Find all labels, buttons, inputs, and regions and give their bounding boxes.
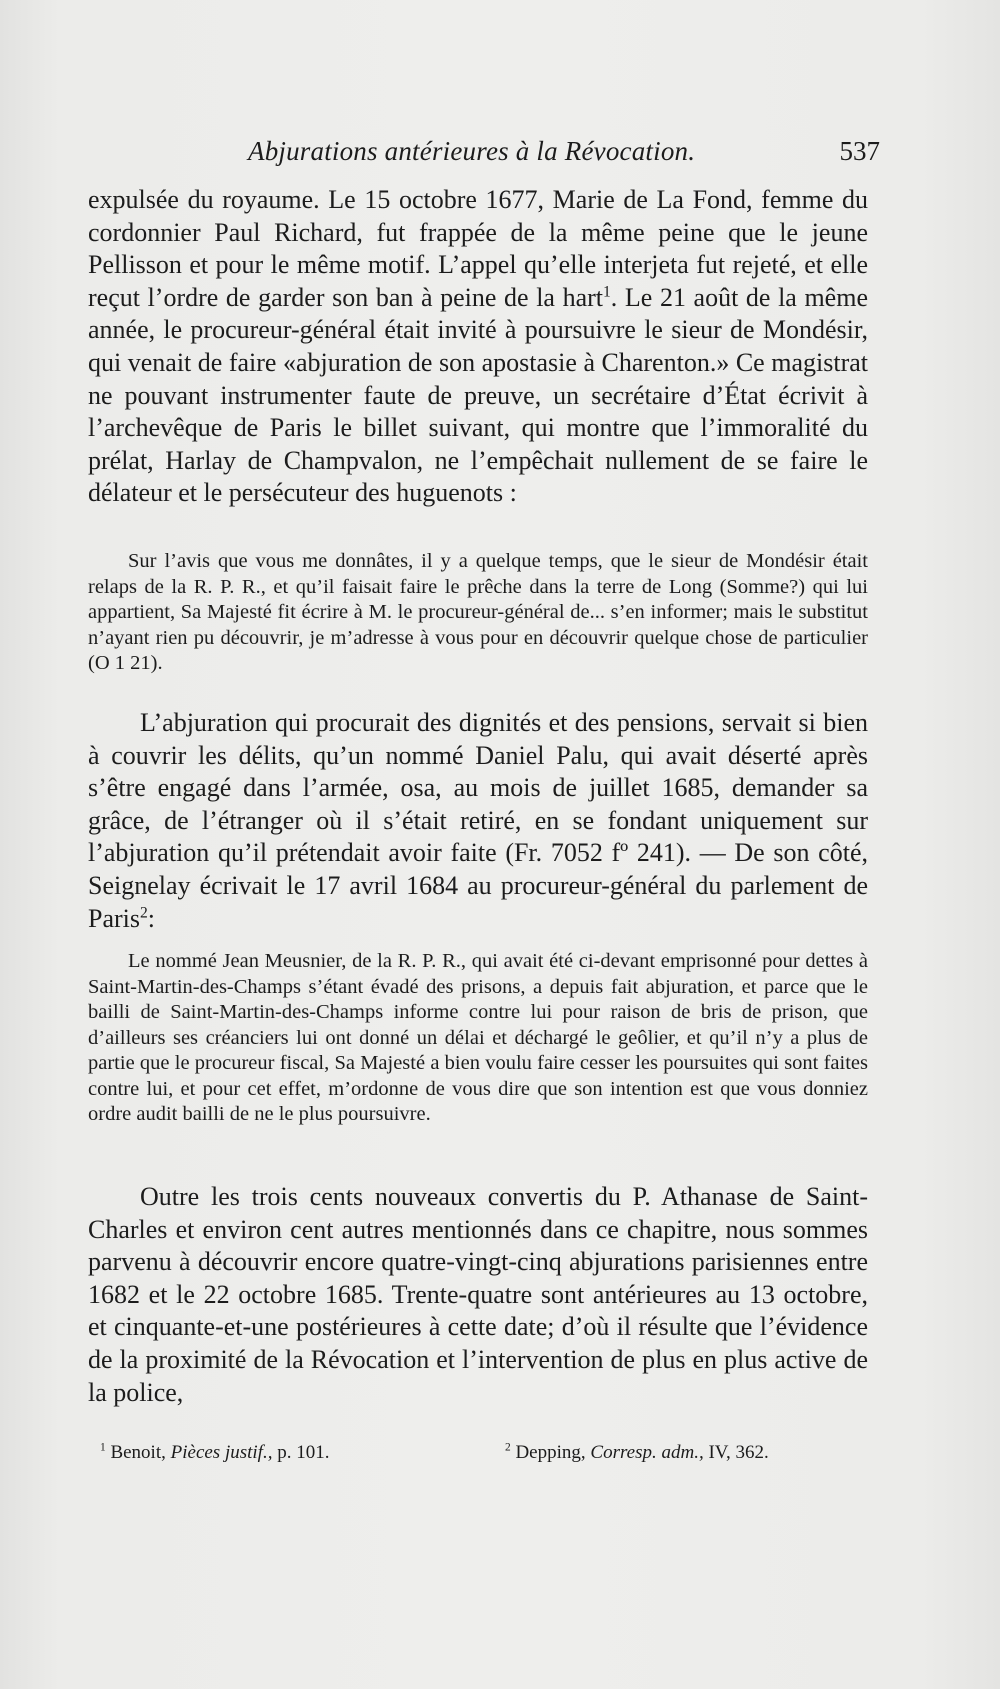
running-head <box>88 136 880 176</box>
paragraph-2-part-b: : <box>147 903 156 933</box>
paragraph-2-part-a: L’abjuration qui procurait des dignités et des pensions, servait si bien à couvrir les délits, qu’un nommé Daniel Palu, qui avait déserté après s’être engagé dans l’armée, osa, au mois de juillet 1685, demander sa grâce, de l’étranger où il s’était retiré, en se fondant uniquement sur l’abjuration qu’il prétendait avoir faite (Fr. 7052 fº 241). — De son côté, Seignelay écrivait le 17 avril 1684 au procureur-général du parlement de Paris <box>88 708 868 933</box>
quotation-2 <box>88 949 868 1128</box>
quotation-2-text: Le nommé Jean Meusnier, de la R. P. R., qui avait été ci-devant emprisonné pour dettes à Saint-Martin-des-Champs s’étant évadé des prisons, a depuis fait abjuration, et parce que le bailli de Saint-Martin-des-Champs informe contre lui pour raison de bris de prison, que d’ailleurs ses créanciers lui ont donné un délai et déchargé le geôlier, et qu’il n’y a plus de partie que le procureur fiscal, Sa Majesté a bien voulu faire cesser les poursuites qui sont faites contre lui, et pour cet effet, m’ordonne de vous dire que son intention est que vous donniez ordre audit bailli de ne le plus poursuivre. <box>88 950 868 1125</box>
footnote-2 <box>505 1441 769 1465</box>
footnote-1 <box>100 1441 329 1465</box>
paragraph-1-part-b: . Le 21 août de la même année, le procureur-général était invité à poursuivre le sieur de Mondésir, qui venait de faire «abjuration de son apostasie à Charenton.» Ce magistrat ne pouvant instrumenter faute de preuve, un secrétaire d’État écrivit à l’archevêque de Paris le billet suivant, qui montre que l’immoralité du prélat, Harlay de Champvalon, ne l’empêchait nullement de se faire le délateur et le persécuteur des huguenots : <box>88 282 868 508</box>
footnote-2-title: Corresp. adm., <box>590 1442 704 1463</box>
paragraph-1 <box>88 184 868 510</box>
paragraph-2 <box>88 707 868 935</box>
footnote-2-page: IV, 362. <box>708 1442 769 1463</box>
paragraph-3 <box>88 1181 868 1409</box>
paragraph-2-text <box>88 707 868 935</box>
footnote-1-title: Pièces justif., <box>170 1442 273 1463</box>
footnote-2-author: Depping, <box>515 1442 586 1463</box>
quotation-1 <box>88 549 868 677</box>
paragraph-1-text <box>88 184 868 510</box>
page-number: 537 <box>839 136 880 166</box>
paragraph-3-text: Outre les trois cents nouveaux convertis du P. Athanase de Saint-Charles et environ cent autres mentionnés dans ce chapitre, nous sommes parvenu à découvrir encore quatre-vingt-cinq abjurations parisiennes entre 1682 et le 22 octobre 1685. Trente-quatre sont antérieures au 13 octobre, et cinquante-et-une postérieures à cette date; d’où il résulte que l’évidence de la proximité de la Révocation et l’intervention de plus en plus active de la police, <box>88 1182 868 1407</box>
footnote-1-page: p. 101. <box>277 1442 330 1463</box>
running-title: Abjurations antérieures à la Révocation. <box>248 136 696 166</box>
paragraph-1-part-a: expulsée du royaume. Le 15 octobre 1677, Marie de La Fond, femme du cordonnier Paul Richard, fut frappée de la même peine que le jeune Pellisson et pour le même motif. L’appel qu’elle interjeta fut rejeté, et elle reçut l’ordre de garder son ban à peine de la hart <box>88 185 868 312</box>
footnote-ref-2: 2 <box>140 903 148 921</box>
footnote-2-number: 2 <box>505 1441 511 1454</box>
footnote-ref-1: 1 <box>603 283 611 301</box>
footnote-1-author: Benoit, <box>110 1442 166 1463</box>
footnote-1-number: 1 <box>100 1441 106 1454</box>
quotation-1-text: Sur l’avis que vous me donnâtes, il y a quelque temps, que le sieur de Mondésir était relaps de la R. P. R., et qu’il faisait faire le prêche dans la terre de Long (Somme?) qui lui appartient, Sa Majesté fit écrire à M. le procureur-général de... s’en informer; mais le substitut n’ayant rien pu découvrir, je m’adresse à vous pour en découvrir quelque chose de particulier (O 1 21). <box>88 550 868 674</box>
